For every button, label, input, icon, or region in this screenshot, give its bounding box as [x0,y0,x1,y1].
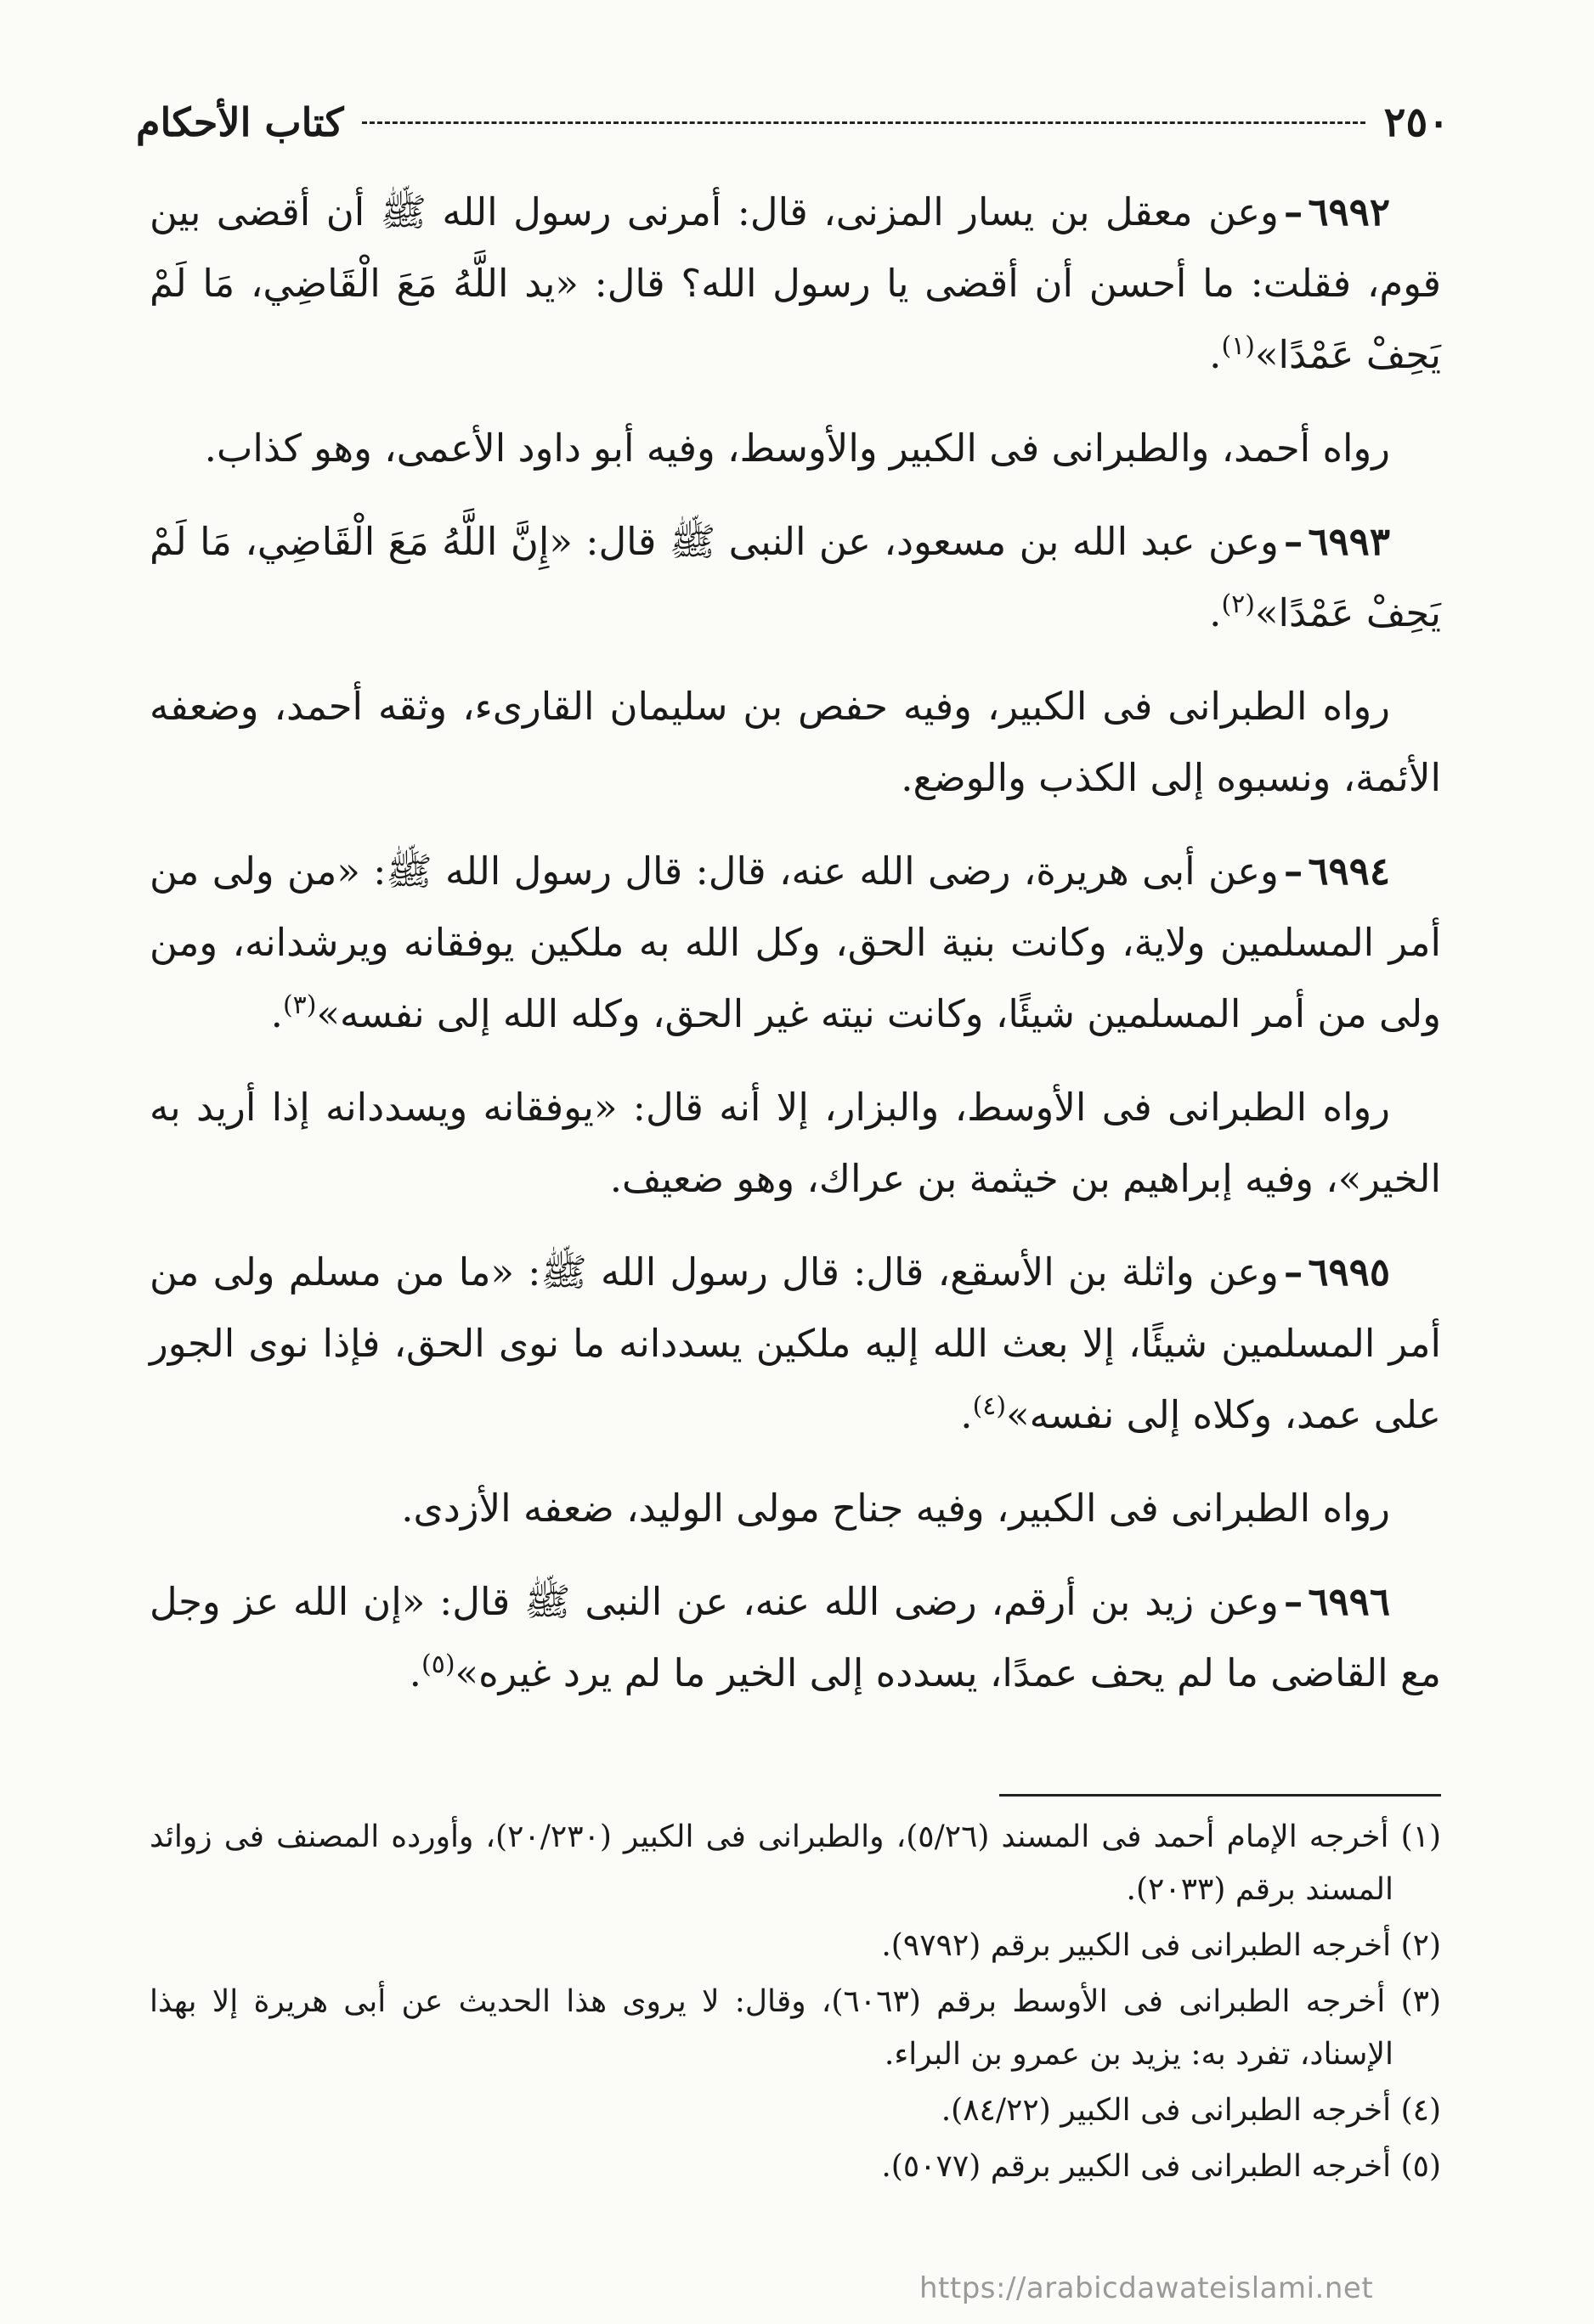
footnote-text: أخرجه الطبرانى فى الكبير (٨٤/٢٢). [941,2093,1392,2128]
hadith-number: ٦٩٩٦ [1308,1579,1390,1624]
page-header [136,88,1450,156]
running-title: كتاب الأحكام [136,99,344,145]
hadith-body [150,177,1441,1731]
footnote-separator [999,1794,1441,1797]
hadith-number: ٦٩٩٤ [1308,849,1390,894]
footnote-text: أخرجه الطبرانى فى الأوسط برقم (٦٠٦٣)، وقال: لا يروى هذا الحديث عن أبى هريرة إلا بهذا الإسناد، تفرد به: يزيد بن عمرو بن البراء. [150,1984,1393,2072]
footnote [150,1976,1441,2081]
footnotes [150,1811,1441,2197]
hadith-narration: رواه الطبرانى فى الكبير، وفيه جناح مولى الوليد، ضعفه الأزدى. [401,1486,1390,1531]
hadith-text: وعن معقل بن يسار المزنى، قال: أمرنى رسول الله ﷺ أن أقضى بين قوم، فقلت: ما أحسن أن أقضى يا رسول الله؟ قال: «يد اللَّهُ مَعَ الْقَاضِي، مَا لَمْ يَحِفْ عَمْدًا» [150,189,1441,377]
footnote-label: (٥) [1400,2149,1441,2184]
hadith-entry: ٦٩٩٥–وعن واثلة بن الأسقع، قال: قال رسول الله ﷺ: «ما من مسلم ولى من أمر المسلمين شيئًا، إلا بعث الله إليه ملكين يسددانه ما نوى الحق، فإذا نوى الجور على عمد، وكلاه إلى نفسه»$^{(٤)}$. [150,1249,1441,1437]
entry-dash: – [1283,849,1303,894]
footnote [150,2141,1441,2193]
entry-dash: – [1283,189,1303,234]
footnote-reference: (٣) [282,990,317,1020]
footnote [150,2084,1441,2137]
hadith-number: ٦٩٩٢ [1308,189,1390,234]
source-watermark: https://arabicdawateislami.net [919,2271,1374,2305]
hadith-entry: ٦٩٩٢–وعن معقل بن يسار المزنى، قال: أمرنى رسول الله ﷺ أن أقضى بين قوم، فقلت: ما أحسن أن أقضى يا رسول الله؟ قال: «يد اللَّهُ مَعَ الْقَاضِي، مَا لَمْ يَحِفْ عَمْدًا»$^{(١)}$. [150,189,1441,377]
footnote-reference: (٥) [421,1650,455,1679]
hadith-text: وعن واثلة بن الأسقع، قال: قال رسول الله ﷺ: «ما من مسلم ولى من أمر المسلمين شيئًا، إلا بعث الله إليه ملكين يسددانه ما نوى الحق، فإذا نوى الجور على عمد، وكلاه إلى نفسه» [150,1249,1441,1437]
hadith-entry: ٦٩٩٤–وعن أبى هريرة، رضى الله عنه، قال: قال رسول الله ﷺ: «من ولى من أمر المسلمين ولاية، وكانت بنية الحق، وكل الله به ملكين يوفقانه ويرشدانه، ومن ولى من أمر المسلمين شيئًا، وكانت نيته غير الحق، وكله الله إلى نفسه»$^{(٣)}$. [150,849,1441,1036]
hadith-entry: ٦٩٩٦–وعن زيد بن أرقم، رضى الله عنه، عن النبى ﷺ قال: «إن الله عز وجل مع القاضى ما لم يحف عمدًا، يسدده إلى الخير ما لم يرد غيره»$^{(٥)}$. [150,1579,1441,1695]
entry-dash: – [1283,1579,1303,1624]
header-dashed-rule [362,121,1365,124]
footnote [150,1811,1441,1916]
page-number: ٢٥٠ [1383,99,1450,146]
footnote-label: (٢) [1400,1928,1441,1963]
footnote-label: (٣) [1400,1984,1441,2019]
footnote-text: أخرجه الطبرانى فى الكبير برقم (٩٧٩٢). [881,1928,1392,1963]
footnote-label: (٤) [1400,2093,1441,2128]
entry-dash: – [1283,519,1303,564]
entry-dash: – [1283,1249,1303,1295]
hadith-narration: رواه الطبرانى فى الأوسط، والبزار، إلا أنه قال: «يوفقانه ويسددانه إذا أريد به الخير»، وفيه إبراهيم بن خيثمة بن عراك، وهو ضعيف. [150,1085,1441,1201]
footnote-text: أخرجه الإمام أحمد فى المسند (٥/٢٦)، والطبرانى فى الكبير (٢٠/٢٣٠)، وأورده المصنف فى زوائد المسند برقم (٢٠٣٣). [150,1819,1393,1907]
footnote-text: أخرجه الطبرانى فى الكبير برقم (٥٠٧٧). [881,2149,1392,2184]
hadith-number: ٦٩٩٣ [1308,519,1390,564]
footnote-label: (١) [1400,1819,1441,1854]
hadith-text: وعن زيد بن أرقم، رضى الله عنه، عن النبى ﷺ قال: «إن الله عز وجل مع القاضى ما لم يحف عمدًا، يسدده إلى الخير ما لم يرد غيره» [150,1579,1441,1695]
hadith-number: ٦٩٩٥ [1308,1249,1390,1295]
hadith-narration: رواه الطبرانى فى الكبير، وفيه حفص بن سليمان القارىء، وثقه أحمد، وضعفه الأئمة، ونسبوه إلى الكذب والوضع. [150,684,1441,800]
hadith-entry: ٦٩٩٣–وعن عبد الله بن مسعود، عن النبى ﷺ قال: «إِنَّ اللَّهُ مَعَ الْقَاضِي، مَا لَمْ يَحِفْ عَمْدًا»$^{(٢)}$. [150,519,1441,635]
hadith-narration: رواه أحمد، والطبرانى فى الكبير والأوسط، وفيه أبو داود الأعمى، وهو كذاب. [204,426,1390,471]
hadith-text: وعن عبد الله بن مسعود، عن النبى ﷺ قال: «إِنَّ اللَّهُ مَعَ الْقَاضِي، مَا لَمْ يَحِفْ عَمْدًا» [150,519,1441,635]
footnote-reference: (٢) [1221,589,1256,619]
footnote-reference: (١) [1221,331,1256,361]
footnote [150,1920,1441,1972]
hadith-text: وعن أبى هريرة، رضى الله عنه، قال: قال رسول الله ﷺ: «من ولى من أمر المسلمين ولاية، وكانت بنية الحق، وكل الله به ملكين يوفقانه ويرشدانه، ومن ولى من أمر المسلمين شيئًا، وكانت نيته غير الحق، وكله الله إلى نفسه» [150,849,1441,1036]
footnote-reference: (٤) [972,1391,1007,1421]
